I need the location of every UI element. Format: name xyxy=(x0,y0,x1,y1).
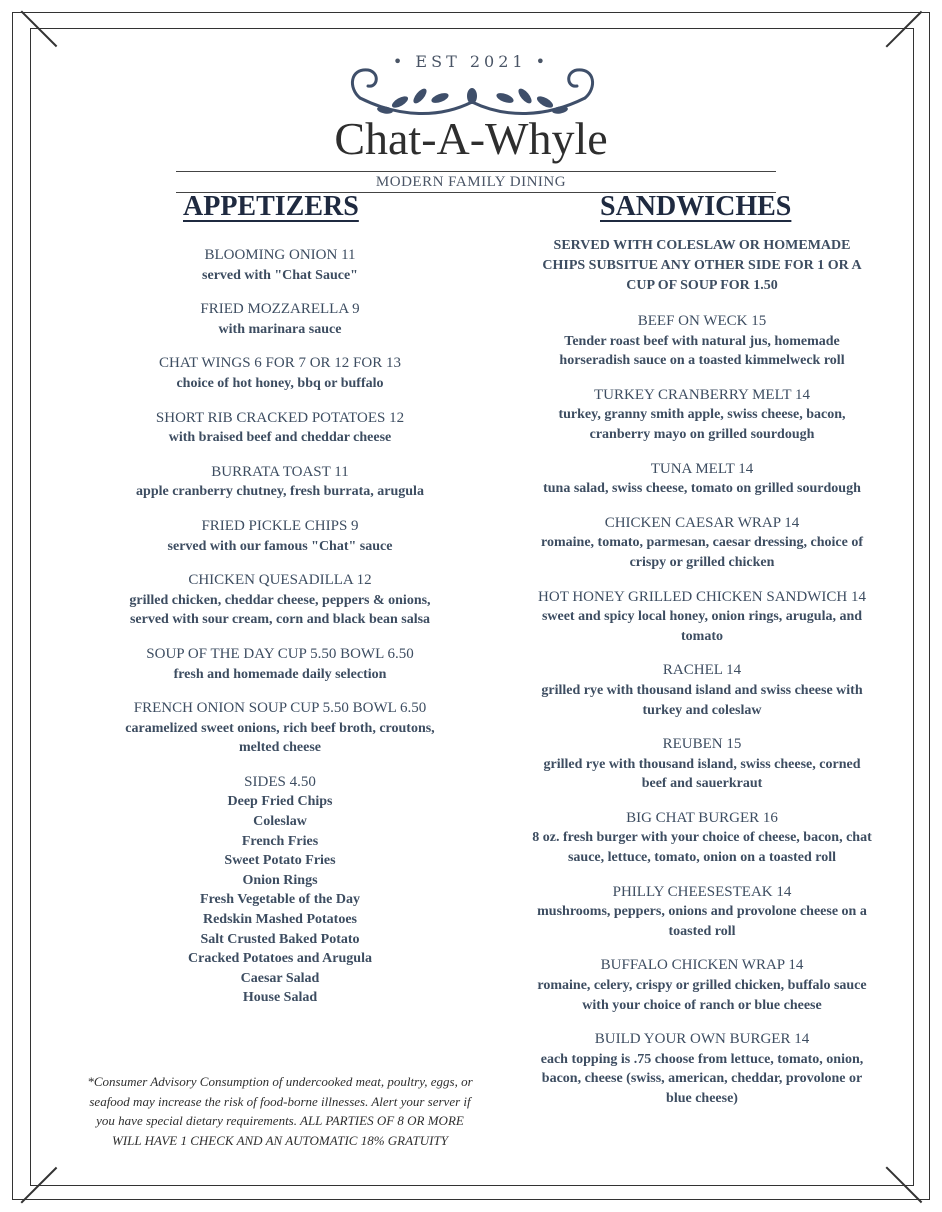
menu-item-description: with marinara sauce xyxy=(218,321,342,337)
menu-item-name: CHAT WINGS 6 FOR 7 OR 12 FOR 13 xyxy=(159,355,401,372)
side-item: Redskin Mashed Potatoes xyxy=(202,912,357,928)
menu-item-name: BLOOMING ONION 11 xyxy=(204,247,356,263)
side-item: Cracked Potatoes and Arugula xyxy=(188,951,372,967)
menu-item-description: turkey, granny smith apple, swiss cheese, bacon, cranberry mayo on grilled sourdough xyxy=(558,407,846,442)
menu-item-name: FRIED PICKLE CHIPS 9 xyxy=(201,517,359,534)
menu-item xyxy=(532,956,872,1015)
side-item: Onion Rings xyxy=(242,872,318,888)
side-item: Sweet Potato Fries xyxy=(224,853,336,869)
menu-item-description: sweet and spicy local honey, onion rings, arugula, and tomato xyxy=(541,609,863,644)
appetizers-heading: APPETIZERS xyxy=(183,191,359,222)
sandwiches-column xyxy=(532,236,872,1109)
menu-item xyxy=(532,883,872,942)
menu-item xyxy=(532,312,872,371)
menu-item-name: CHICKEN CAESAR WRAP 14 xyxy=(604,514,800,531)
menu-item-name: BIG CHAT BURGER 16 xyxy=(626,809,778,826)
menu-item xyxy=(110,246,450,285)
title-rule-top xyxy=(176,171,776,172)
menu-item-description: grilled rye with thousand island and swiss cheese with turkey and coleslaw xyxy=(541,682,863,718)
menu-item xyxy=(110,699,450,758)
menu-item-name: FRIED MOZZARELLA 9 xyxy=(200,301,360,318)
menu-item xyxy=(532,809,872,868)
sandwiches-heading: SANDWICHES xyxy=(600,191,792,222)
consumer-advisory: *Consumer Advisory Consumption of undercooked meat, poultry, eggs, or seafood may increase the risk of food-borne illnesses. Alert your server if you have special dietary requirements. ALL PARTIES OF 8 OR MORE WILL HAVE 1 CHECK AND AN AUTOMATIC 18% GRATUITY xyxy=(87,1074,473,1148)
side-item: Fresh Vegetable of the Day xyxy=(200,892,360,908)
menu-item xyxy=(110,409,450,448)
side-item: Caesar Salad xyxy=(240,970,320,986)
menu-item-description: choice of hot honey, bbq or buffalo xyxy=(176,375,384,391)
menu-item-description: each topping is .75 choose from lettuce, tomato, onion, bacon, cheese (swiss, american, cheddar, provolone or blue cheese) xyxy=(540,1051,864,1106)
menu-item xyxy=(532,588,872,647)
menu-item-name: CHICKEN QUESADILLA 12 xyxy=(188,572,372,589)
menu-item-name: BUFFALO CHICKEN WRAP 14 xyxy=(600,957,804,974)
sides-section xyxy=(110,773,450,1008)
menu-item xyxy=(532,460,872,499)
menu-item xyxy=(532,386,872,445)
menu-item xyxy=(110,571,450,630)
side-item: Salt Crusted Baked Potato xyxy=(200,931,360,947)
side-item: Deep Fried Chips xyxy=(227,794,333,810)
menu-item xyxy=(110,300,450,339)
sandwiches-intro: SERVED WITH COLESLAW OR HOMEMADE CHIPS SUBSITUE ANY OTHER SIDE FOR 1 OR A CUP OF SOUP FOR 1.50 xyxy=(542,238,862,293)
menu-item-description: Tender roast beef with natural jus, homemade horseradish sauce on a toasted kimmelweck roll xyxy=(559,333,845,369)
sides-list xyxy=(110,792,450,1008)
menu-item-description: fresh and homemade daily selection xyxy=(173,666,387,682)
menu-item-name: REUBEN 15 xyxy=(662,736,742,753)
menu-item-name: FRENCH ONION SOUP CUP 5.50 BOWL 6.50 xyxy=(133,700,427,717)
menu-item-name: BUILD YOUR OWN BURGER 14 xyxy=(594,1031,810,1048)
menu-item-name: SHORT RIB CRACKED POTATOES 12 xyxy=(155,409,405,426)
menu-item-description: caramelized sweet onions, rich beef broth, croutons, melted cheese xyxy=(125,720,435,756)
menu-item-name: BEEF ON WECK 15 xyxy=(637,313,767,329)
menu-item-name: PHILLY CHEESESTEAK 14 xyxy=(612,883,792,900)
menu-item xyxy=(532,514,872,573)
menu-item-description: with braised beef and cheddar cheese xyxy=(168,430,392,446)
menu-item xyxy=(532,735,872,794)
sides-heading: SIDES 4.50 xyxy=(244,773,316,790)
appetizers-column xyxy=(110,246,450,1008)
menu-item-name: HOT HONEY GRILLED CHICKEN SANDWICH 14 xyxy=(538,588,866,605)
menu-item-name: SOUP OF THE DAY CUP 5.50 BOWL 6.50 xyxy=(146,645,414,662)
side-item: French Fries xyxy=(241,833,319,849)
menu-item-description: 8 oz. fresh burger with your choice of cheese, bacon, chat sauce, lettuce, tomato, onion on a toasted roll xyxy=(532,830,872,866)
side-item: House Salad xyxy=(242,990,318,1006)
menu-item-description: served with "Chat Sauce" xyxy=(202,267,358,283)
menu-item-name: TUNA MELT 14 xyxy=(650,460,754,477)
restaurant-title: Chat-A-Whyle xyxy=(334,113,608,164)
menu-item xyxy=(532,1030,872,1108)
menu-item xyxy=(110,645,450,684)
side-item: Coleslaw xyxy=(253,814,307,830)
menu-item-name: BURRATA TOAST 11 xyxy=(211,463,349,480)
menu-item-description: grilled chicken, cheddar cheese, peppers & onions, served with sour cream, corn and black bean salsa xyxy=(129,592,431,628)
menu-item-description: mushrooms, peppers, onions and provolone cheese on a toasted roll xyxy=(537,904,867,939)
menu-item xyxy=(110,463,450,502)
menu-item-name: RACHEL 14 xyxy=(662,662,742,679)
menu-item-description: served with our famous "Chat" sauce xyxy=(167,538,393,554)
established-label: • EST 2021 • xyxy=(392,52,550,71)
menu-item xyxy=(110,517,450,556)
menu-item xyxy=(110,354,450,393)
menu-item-description: romaine, celery, crispy or grilled chicken, buffalo sauce with your choice of ranch or blue cheese xyxy=(537,978,867,1013)
menu-item-description: romaine, tomato, parmesan, caesar dressing, choice of crispy or grilled chicken xyxy=(541,535,863,570)
menu-item-description: grilled rye with thousand island, swiss cheese, corned beef and sauerkraut xyxy=(543,756,861,792)
restaurant-subtitle: MODERN FAMILY DINING xyxy=(375,174,567,190)
menu-item xyxy=(532,661,872,720)
menu-item-description: apple cranberry chutney, fresh burrata, arugula xyxy=(136,484,424,500)
menu-item-description: tuna salad, swiss cheese, tomato on grilled sourdough xyxy=(543,481,861,497)
menu-item-name: TURKEY CRANBERRY MELT 14 xyxy=(594,386,810,403)
